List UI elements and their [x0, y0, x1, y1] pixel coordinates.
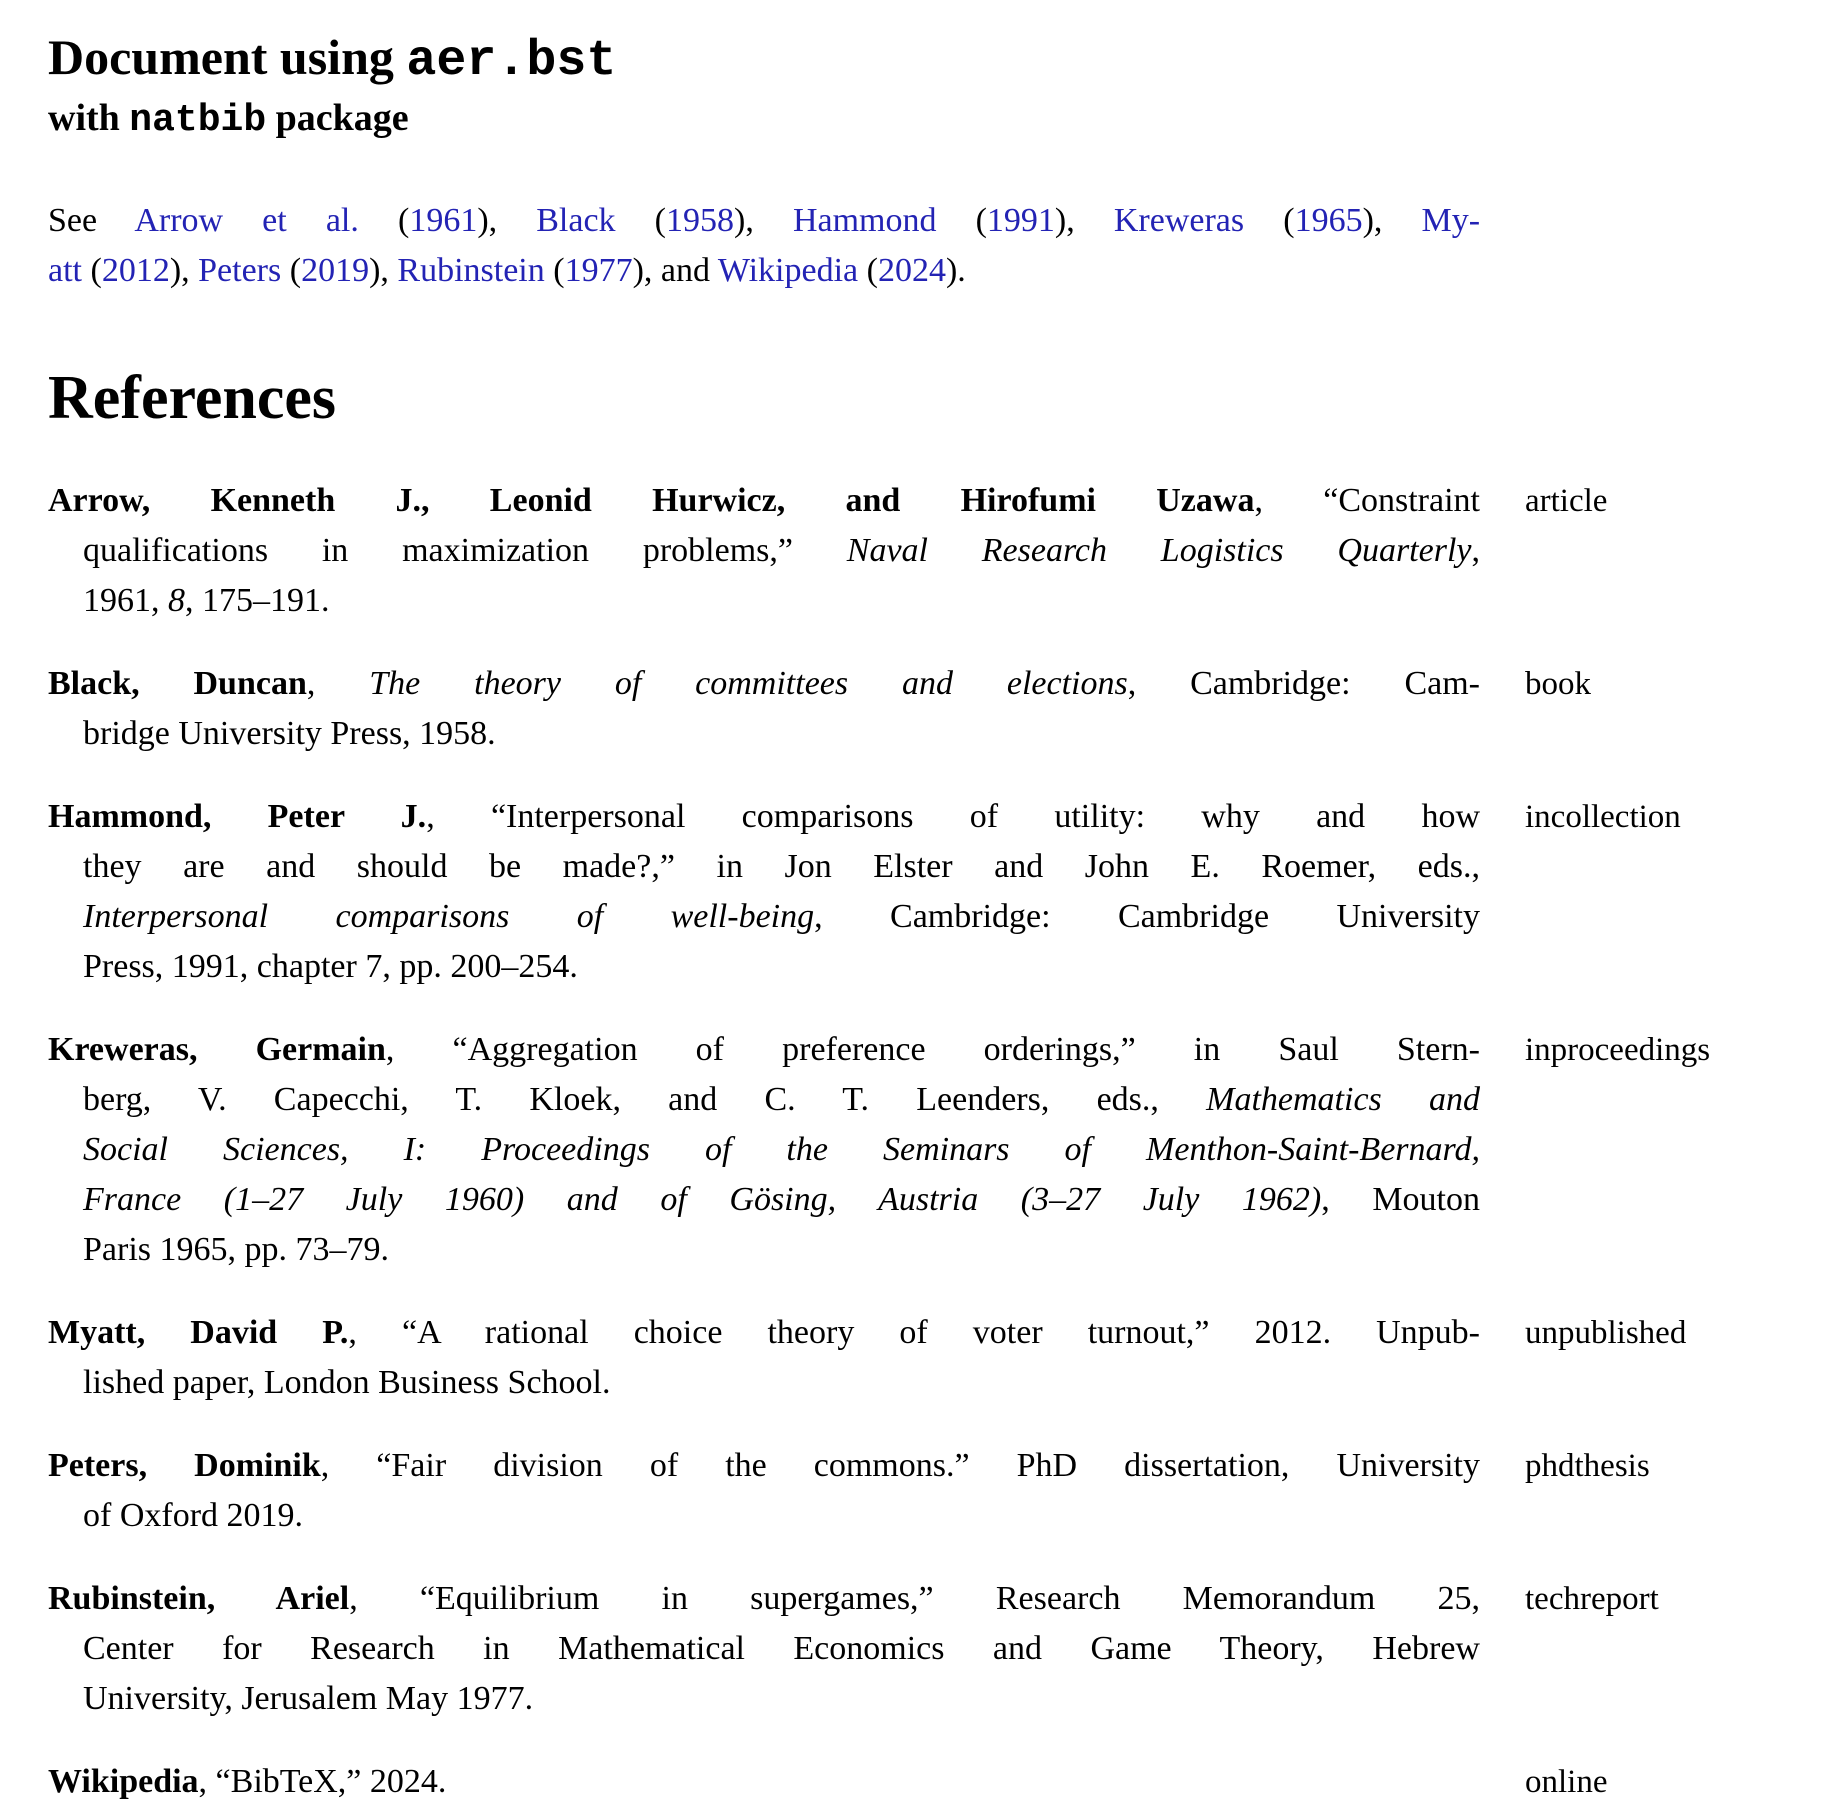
text-segment: , “Interpersonal comparisons of utility: why and how: [426, 798, 1480, 835]
text-segment: Wikipedia: [48, 1763, 199, 1800]
text-segment: lished paper, London Business School.: [83, 1364, 611, 1401]
entry-type-label: unpublished: [1525, 1315, 1687, 1351]
text-line: [48, 792, 1480, 842]
text-segment: See: [48, 202, 135, 239]
text-segment: ),: [169, 252, 199, 289]
text-line: [48, 1441, 1480, 1491]
text-segment: Rubinstein, Ariel: [48, 1580, 350, 1617]
citation-link[interactable]: 1977: [564, 252, 633, 289]
document-title: [48, 28, 1480, 91]
text-segment: , “Constraint: [1254, 482, 1480, 519]
text-segment: ),: [369, 252, 398, 289]
entry-type-label: article: [1525, 483, 1608, 519]
code-text: aer.bst: [406, 33, 617, 90]
text-segment: , “Fair division of the commons.” PhD dissertation, University: [320, 1447, 1480, 1484]
text-segment: Document using: [48, 29, 407, 85]
text-segment: (: [358, 202, 410, 239]
reference-entry: [48, 1441, 1650, 1541]
text-segment: Naval Research Logistics Quarterly: [846, 532, 1472, 569]
text-line: [48, 476, 1480, 526]
text-segment: Interpersonal comparisons of well-being: [83, 898, 815, 935]
text-segment: ,: [306, 665, 370, 702]
text-line: [48, 1025, 1480, 1075]
text-segment: Black, Duncan: [48, 665, 307, 702]
text-line: [48, 576, 1480, 626]
citation-link[interactable]: 2012: [101, 252, 170, 289]
reference-entry-text: [48, 1025, 1480, 1275]
text-segment: Hammond, Peter J.: [48, 798, 427, 835]
text-segment: package: [266, 97, 409, 139]
citation-link[interactable]: Rubinstein: [397, 252, 545, 289]
text-segment: , Mouton: [1321, 1181, 1480, 1218]
document-content: [48, 28, 1711, 1807]
text-line: [48, 1574, 1480, 1624]
text-segment: , Cambridge: Cam-: [1127, 665, 1481, 702]
citation-link[interactable]: My-: [1421, 202, 1481, 239]
text-line: [48, 28, 1480, 91]
text-line: [48, 1175, 1480, 1225]
reference-entry-text: [48, 1441, 1480, 1541]
citation-link[interactable]: Black: [536, 202, 616, 239]
references-list: [48, 476, 1711, 1807]
citation-paragraph: [48, 196, 1480, 296]
text-line: [48, 1075, 1480, 1125]
text-segment: , “BibTeX,” 2024.: [198, 1763, 447, 1800]
text-line: [48, 1491, 1480, 1541]
text-segment: of Oxford 2019.: [83, 1497, 304, 1534]
text-line: [48, 196, 1480, 246]
reference-entry: [48, 1025, 1711, 1275]
text-segment: , “A rational choice theory of voter turnout,” 2012. Unpub-: [348, 1314, 1480, 1351]
citation-link[interactable]: Arrow et al.: [134, 202, 359, 239]
text-segment: , Cambridge: Cambridge University: [814, 898, 1480, 935]
citation-link[interactable]: 1961: [409, 202, 478, 239]
text-segment: Arrow, Kenneth J., Leonid Hurwicz, and Hirofumi Uzawa: [48, 482, 1255, 519]
citation-link[interactable]: Peters: [198, 252, 282, 289]
reference-entry-text: [48, 1308, 1480, 1408]
citation-link[interactable]: 2024: [877, 252, 946, 289]
citation-link[interactable]: Wikipedia: [717, 252, 859, 289]
text-segment: (: [858, 252, 878, 289]
text-segment: Mathematics and: [1206, 1081, 1480, 1118]
text-segment: bridge University Press, 1958.: [83, 715, 496, 752]
text-line: [48, 1125, 1480, 1175]
document-subtitle: [48, 91, 1480, 148]
text-segment: 1961,: [83, 582, 168, 619]
text-segment: Paris 1965, pp. 73–79.: [83, 1231, 389, 1268]
text-segment: (: [1244, 202, 1295, 239]
reference-entry: [48, 476, 1608, 626]
reference-entry: [48, 1757, 1608, 1807]
text-segment: ,: [1471, 532, 1480, 569]
text-segment: Peters, Dominik: [48, 1447, 321, 1484]
text-line: [48, 842, 1480, 892]
text-segment: ),: [1054, 202, 1114, 239]
text-line: [48, 942, 1480, 992]
text-segment: Center for Research in Mathematical Economics and Game Theory, Hebrew: [83, 1630, 1480, 1667]
text-line: [48, 246, 1480, 296]
text-segment: 8: [168, 582, 185, 619]
reference-entry: [48, 1308, 1687, 1408]
text-segment: Social Sciences, I: Proceedings of the Seminars of Menthon-Saint-Bernard,: [83, 1131, 1480, 1168]
text-line: [48, 1624, 1480, 1674]
reference-entry-text: [48, 476, 1480, 626]
text-line: [48, 892, 1480, 942]
reference-entry: [48, 659, 1591, 759]
citation-link[interactable]: Hammond: [792, 202, 937, 239]
entry-type-label: inproceedings: [1525, 1032, 1711, 1068]
text-line: [48, 709, 1480, 759]
citation-link[interactable]: att: [48, 252, 82, 289]
text-segment: ),: [1362, 202, 1422, 239]
text-segment: Kreweras, Germain: [48, 1031, 386, 1068]
citation-link[interactable]: 1991: [986, 202, 1055, 239]
text-line: [48, 1225, 1480, 1275]
text-segment: University, Jerusalem May 1977.: [83, 1680, 534, 1717]
text-segment: they are and should be made?,” in Jon Elster and John E. Roemer, eds.,: [83, 848, 1480, 885]
text-segment: ), and: [632, 252, 718, 289]
text-line: [48, 1757, 1480, 1807]
text-segment: , 175–191.: [185, 582, 330, 619]
reference-entry: [48, 1574, 1659, 1724]
text-segment: (: [81, 252, 102, 289]
text-line: [48, 1358, 1480, 1408]
reference-entry-text: [48, 792, 1480, 992]
text-line: [48, 526, 1480, 576]
text-segment: , “Equilibrium in supergames,” Research Memorandum 25,: [349, 1580, 1480, 1617]
reference-entry-text: [48, 1574, 1480, 1724]
text-segment: ),: [477, 202, 537, 239]
citation-link[interactable]: 1958: [666, 202, 734, 239]
references-heading: References: [48, 364, 337, 432]
text-segment: ),: [734, 202, 793, 239]
text-segment: , “Aggregation of preference orderings,” in Saul Stern-: [385, 1031, 1480, 1068]
text-segment: berg, V. Capecchi, T. Kloek, and C. T. Leenders, eds.,: [83, 1081, 1207, 1118]
entry-type-label: online: [1525, 1764, 1608, 1800]
citation-link[interactable]: 1965: [1294, 202, 1363, 239]
entry-type-label: techreport: [1525, 1581, 1659, 1617]
text-segment: (: [936, 202, 987, 239]
text-segment: (: [281, 252, 302, 289]
text-line: [48, 1308, 1480, 1358]
text-segment: with: [48, 97, 130, 139]
entry-type-label: incollection: [1525, 799, 1681, 835]
reference-entry-text: [48, 659, 1480, 759]
citation-link[interactable]: 2019: [301, 252, 370, 289]
text-segment: Press, 1991, chapter 7, pp. 200–254.: [83, 948, 578, 985]
entry-type-label: book: [1525, 666, 1591, 702]
text-segment: France (1–27 July 1960) and of Gösing, Austria (3–27 July 1962): [83, 1181, 1322, 1218]
entry-type-label: phdthesis: [1525, 1448, 1650, 1484]
text-line: [48, 659, 1480, 709]
text-line: [48, 1674, 1480, 1724]
text-segment: (: [615, 202, 666, 239]
code-text: natbib: [129, 99, 267, 142]
text-segment: (: [544, 252, 565, 289]
text-segment: qualifications in maximization problems,”: [83, 532, 847, 569]
text-line: [48, 91, 1480, 148]
citation-link[interactable]: Kreweras: [1113, 202, 1245, 239]
reference-entry-text: [48, 1757, 1480, 1807]
text-segment: Myatt, David P.: [48, 1314, 349, 1351]
text-segment: The theory of committees and elections: [369, 665, 1128, 702]
reference-entry: [48, 792, 1681, 992]
text-segment: ).: [945, 252, 966, 289]
